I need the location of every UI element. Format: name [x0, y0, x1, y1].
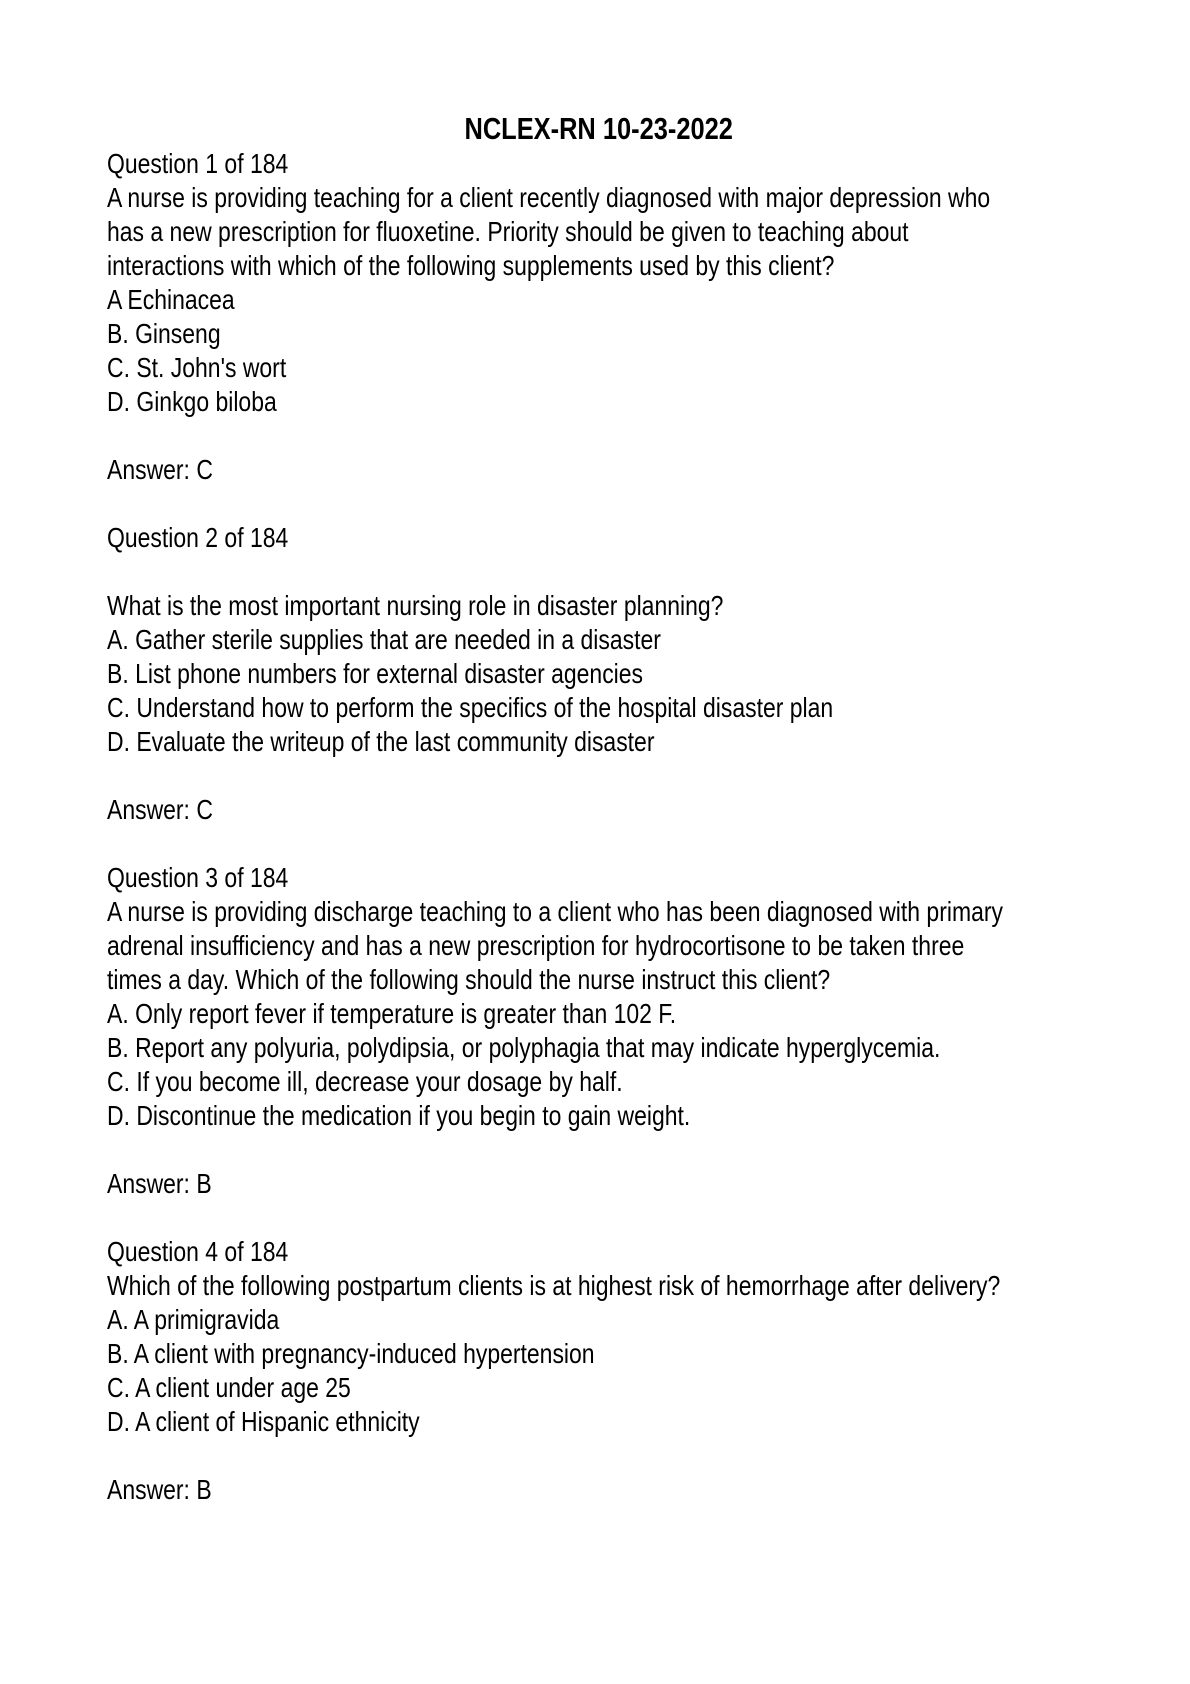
question-number-text: Question 1 of 184: [107, 148, 289, 179]
document-title: [107, 111, 1090, 147]
question-stem-line-text: What is the most important nursing role in disaster planning?: [107, 590, 724, 621]
answer-option: [107, 1031, 1090, 1065]
answer-option-text: B. List phone numbers for external disaster agencies: [107, 658, 644, 689]
answer-option-text: B. Report any polyuria, polydipsia, or polyphagia that may indicate hyperglycemia.: [107, 1032, 941, 1063]
question-number: [107, 147, 1090, 181]
question-number-text: Question 3 of 184: [107, 862, 289, 893]
question-stem-line: [107, 249, 1090, 283]
answer-option-text: C. A client under age 25: [107, 1372, 351, 1403]
answer-option: [107, 725, 1090, 759]
question-stem-line: [107, 963, 1090, 997]
question-number-text: Question 4 of 184: [107, 1236, 289, 1267]
answer-option-text: D. Evaluate the writeup of the last community disaster: [107, 726, 655, 757]
answer-option-text: A. A primigravida: [107, 1304, 280, 1335]
question-number: [107, 1235, 1090, 1269]
answer-line-text: Answer: B: [107, 1474, 212, 1505]
question-stem-line-text: times a day. Which of the following should the nurse instruct this client?: [107, 964, 831, 995]
answer-line: [107, 793, 1090, 827]
answer-option: [107, 317, 1090, 351]
question-stem-line-text: A nurse is providing teaching for a client recently diagnosed with major depression who: [107, 182, 991, 213]
answer-option-text: B. Ginseng: [107, 318, 221, 349]
answer-option: [107, 691, 1090, 725]
question-block: [107, 1235, 1090, 1541]
answer-option: [107, 1371, 1090, 1405]
answer-option-text: C. St. John's wort: [107, 352, 287, 383]
blank-line: [107, 555, 1090, 589]
blank-line: [107, 1201, 1090, 1235]
answer-option-text: B. A client with pregnancy-induced hypertension: [107, 1338, 595, 1369]
answer-line-text: Answer: C: [107, 454, 213, 485]
question-block: [107, 861, 1090, 1235]
question-block: [107, 147, 1090, 521]
answer-option: [107, 657, 1090, 691]
answer-option-text: D. Ginkgo biloba: [107, 386, 277, 417]
answer-option-text: D. A client of Hispanic ethnicity: [107, 1406, 420, 1437]
question-stem-line: [107, 1269, 1090, 1303]
blank-line: [107, 1507, 1090, 1541]
question-block: [107, 521, 1090, 861]
answer-option-text: C. Understand how to perform the specifics of the hospital disaster plan: [107, 692, 834, 723]
question-stem-line-text: interactions with which of the following supplements used by this client?: [107, 250, 835, 281]
answer-option: [107, 1337, 1090, 1371]
question-number: [107, 861, 1090, 895]
blank-line: [107, 1133, 1090, 1167]
answer-option: [107, 385, 1090, 419]
blank-line: [107, 419, 1090, 453]
answer-line-text: Answer: B: [107, 1168, 212, 1199]
question-stem-line: [107, 589, 1090, 623]
question-number-text: Question 2 of 184: [107, 522, 289, 553]
answer-option-text: C. If you become ill, decrease your dosage by half.: [107, 1066, 623, 1097]
answer-option: [107, 997, 1090, 1031]
answer-option-text: A. Only report fever if temperature is greater than 102 F.: [107, 998, 677, 1029]
questions-container: [107, 147, 1090, 1541]
question-stem-line-text: A nurse is providing discharge teaching to a client who has been diagnosed with primary: [107, 896, 1003, 927]
answer-line: [107, 1167, 1090, 1201]
answer-option-text: A Echinacea: [107, 284, 235, 315]
blank-line: [107, 487, 1090, 521]
answer-option: [107, 351, 1090, 385]
answer-line: [107, 453, 1090, 487]
answer-option: [107, 623, 1090, 657]
blank-line: [107, 759, 1090, 793]
blank-line: [107, 827, 1090, 861]
question-stem-line-text: Which of the following postpartum clients is at highest risk of hemorrhage after delivery?: [107, 1270, 1001, 1301]
answer-line-text: Answer: C: [107, 794, 213, 825]
answer-line: [107, 1473, 1090, 1507]
answer-option: [107, 1405, 1090, 1439]
question-stem-line: [107, 929, 1090, 963]
answer-option: [107, 1065, 1090, 1099]
question-stem-line: [107, 181, 1090, 215]
document-title-text: NCLEX-RN 10-23-2022: [464, 111, 733, 146]
answer-option: [107, 283, 1090, 317]
answer-option: [107, 1303, 1090, 1337]
answer-option-text: A. Gather sterile supplies that are needed in a disaster: [107, 624, 661, 655]
question-stem-line: [107, 215, 1090, 249]
blank-line: [107, 1439, 1090, 1473]
question-stem-line-text: adrenal insufficiency and has a new prescription for hydrocortisone to be taken three: [107, 930, 965, 961]
question-stem-line: [107, 895, 1090, 929]
question-number: [107, 521, 1090, 555]
answer-option: [107, 1099, 1090, 1133]
question-stem-line-text: has a new prescription for fluoxetine. Priority should be given to teaching about: [107, 216, 909, 247]
answer-option-text: D. Discontinue the medication if you begin to gain weight.: [107, 1100, 691, 1131]
